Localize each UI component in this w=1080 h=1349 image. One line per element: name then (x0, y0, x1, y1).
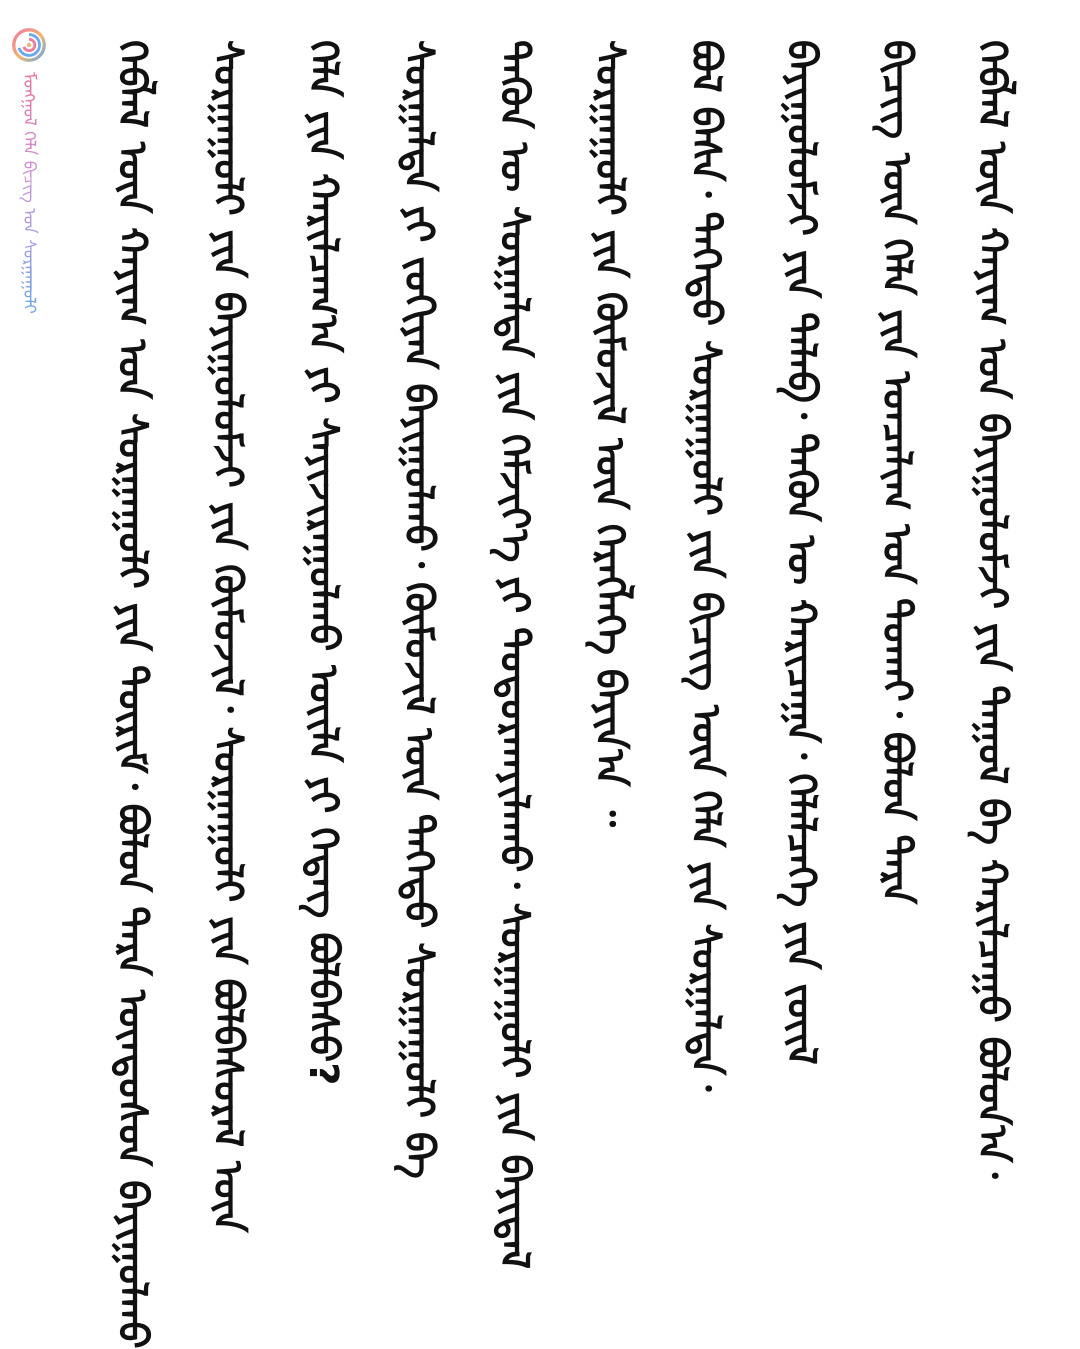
text-column-5: ᠰᠤᠷᠭᠠᠭᠤᠯᠢ ᠶᠢᠨ ᠬᠦᠮᠦᠵᠢᠯ ᠦᠨ ᠬᠡᠷᠡᠭᠯᠡᠭᠡ ᠪᠠᠶᠢᠨ᠎ᠠ ᠃ (586, 40, 633, 827)
text-column-10: ᠬᠡᠪᠯᠡᠯ ᠦᠨ ᠬᠠᠶᠢᠭ ᠤᠨ ᠰᠤᠷᠭᠠᠭᠤᠯᠢ ᠶᠢᠨ ᠳᠦᠷᠢᠮ᠂ ᠪᠣᠯᠤᠨ ᠲᠡᠷᠡ ᠦᠨᠳᠦᠰᠦᠨ ᠪᠠᠶᠢᠭᠤᠯᠬᠤ (109, 40, 155, 1349)
text-column-2: ᠪᠢᠴᠢᠭ ᠦᠨ ᠬᠡᠯᠡ ᠶᠢᠨ ᠣᠨᠴᠠᠯᠢᠭ ᠤᠨ ᠲᠤᠬᠠᠢ᠂ ᠪᠣᠯᠤᠨ ᠲᠡᠷᠡ (873, 40, 920, 905)
text-column-6: ᠲᠡᠭᠦᠨ ᠦ ᠰᠤᠷᠭᠠᠯᠲᠠ ᠶᠢᠨ ᠬᠡᠮᠵᠢᠶ᠎ᠡ ᠶᠢ ᠲᠣᠳᠤᠷᠬᠠᠶᠢᠯᠠᠬᠤ᠂ ᠰᠤᠷᠭᠠᠭᠤᠯᠢ ᠶᠢᠨ ᠪᠠᠶᠢᠳᠠᠯ (491, 40, 538, 1270)
vertical-text-block (92, 40, 1032, 1349)
text-column-1: ᠬᠡᠪᠯᠡᠯ ᠦᠨ ᠬᠠᠶᠢᠭ ᠤᠨ ᠪᠠᠶᠢᠭᠤᠯᠤᠮᠵᠢ ᠶᠢᠨ ᠳᠠᠭᠤᠯ ᠪᠠ ᠬᠠᠷᠢᠯᠴᠠᠭᠤ ᠪᠣᠯᠤᠨ᠎ᠠ᠂ (968, 40, 1015, 1179)
text-column-4: ᠪᠣᠯ ᠪᠠᠰᠠ᠂ ᠳᠡᠭᠡᠳᠦ ᠰᠤᠷᠭᠠᠭᠤᠯᠢ ᠶᠢᠨ ᠪᠢᠴᠢᠭ ᠦᠨ ᠬᠡᠯᠡ ᠶᠢᠨ ᠰᠤᠷᠭᠠᠯᠲᠠ᠂ (682, 40, 729, 1092)
text-column-3: ᠪᠠᠶᠢᠭᠤᠯᠤᠮᠵᠢ ᠶᠢᠨ ᠲᠡᠯᠡᠪ᠂ ᠲᠡᠭᠦᠨ ᠦ ᠬᠠᠷᠢᠴᠠᠭᠠ᠂ ᠬᠡᠯᠡᠯᠴᠡᠭᠡ ᠶᠢᠨ ᠵᠦᠢᠯ (777, 40, 824, 1065)
text-column-7: ᠰᠤᠷᠭᠠᠯᠲᠠ ᠶᠢ ᠵᠣᠬᠢᠶᠠᠨ ᠪᠠᠶᠢᠭᠤᠯᠬᠤ᠂ ᠬᠦᠮᠦᠵᠢᠯ ᠦᠨ ᠳᠡᠭᠡᠳᠦ ᠰᠤᠷᠭᠠᠭᠤᠯᠢ ᠪᠠ (395, 40, 442, 1179)
text-column-9: ᠰᠤᠷᠭᠠᠭᠤᠯᠢ ᠶᠢᠨ ᠪᠠᠶᠢᠭᠤᠯᠤᠮᠵᠢ ᠶᠢᠨ ᠬᠦᠮᠦᠵᠢᠯ᠂ ᠰᠤᠷᠭᠠᠭᠤᠯᠢ ᠶᠢᠨ ᠪᠣᠯᠪᠠᠰᠤᠷᠠᠯ ᠦᠨ (204, 40, 251, 1233)
text-column-8: ᠬᠡᠯᠡ ᠶᠢᠨ ᠬᠠᠷᠢᠯᠴᠠᠭ᠎ᠠ ᠶᠢ ᠰᠠᠶᠢᠵᠢᠷᠠᠭᠤᠯᠬᠤ ᠦᠢᠯᠡ ᠶᠢ ᠭᠡᠳᠡᠭ ᠪᠣᠯᠪᠠᠰᠤ? (300, 40, 347, 1086)
spiral-logo-icon (10, 26, 48, 64)
watermark (6, 22, 50, 422)
watermark-text: ᠮᠣᠩᠭᠣᠯ ᠬᠡᠯᠡ ᠪᠢᠴᠢᠭ ᠤᠨ ᠰᠤᠷᠭᠠᠭᠤᠯᠢ (12, 72, 46, 314)
